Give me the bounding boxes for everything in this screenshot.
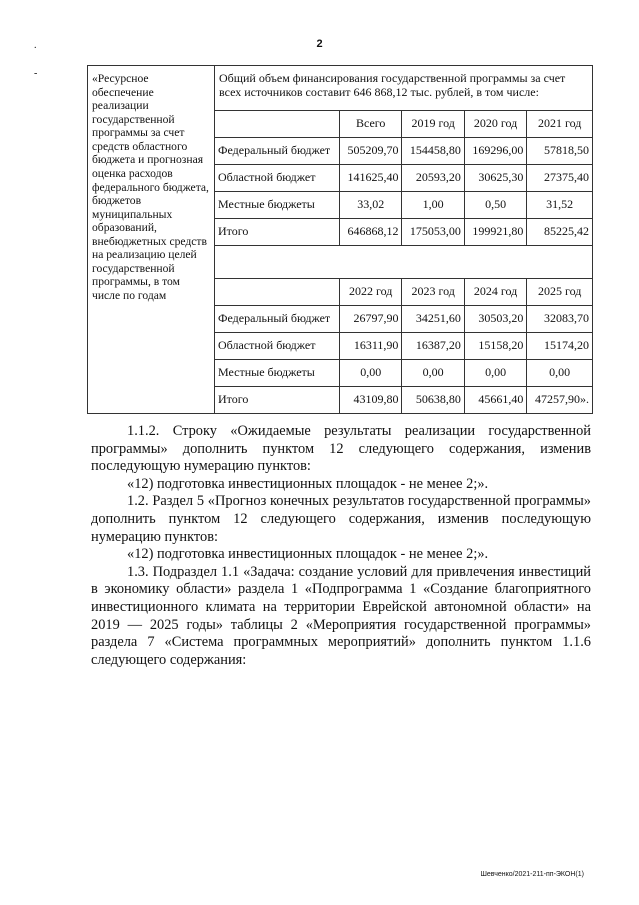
table-spacer-row bbox=[215, 245, 592, 278]
paragraph: 1.2. Раздел 5 «Прогноз конечных результатов государственной программы» дополнить пунктом 12 следующего содержания, изменив последующую нумерацию пунктов: bbox=[91, 493, 591, 545]
table-cell: 85225,42 bbox=[527, 218, 592, 245]
table-cell-empty bbox=[215, 278, 340, 305]
table-cell: 15174,20 bbox=[527, 332, 592, 359]
page-number: 2 bbox=[316, 38, 323, 50]
table-row bbox=[215, 164, 592, 191]
table-cell: 16387,20 bbox=[402, 332, 464, 359]
table-cell: 0,50 bbox=[464, 191, 526, 218]
table-cell: 32083,70 bbox=[527, 305, 592, 332]
table-cell: 1,00 bbox=[402, 191, 464, 218]
table-row bbox=[215, 218, 592, 245]
document-body bbox=[91, 423, 591, 669]
table-row bbox=[215, 305, 592, 332]
table-cell: 0,00 bbox=[402, 359, 464, 386]
table-row bbox=[215, 386, 592, 413]
table-header-row bbox=[215, 110, 592, 137]
table-cell: 0,00 bbox=[527, 359, 592, 386]
table-header-cell: 2019 год bbox=[402, 110, 464, 137]
table-row-label: Итого bbox=[215, 218, 340, 245]
paragraph: «12) подготовка инвестиционных площадок - не менее 2;». bbox=[127, 546, 489, 563]
table-cell: 33,02 bbox=[340, 191, 402, 218]
margin-mark: . bbox=[34, 40, 37, 51]
table-cell: 30625,30 bbox=[464, 164, 526, 191]
table-row-label: Местные бюджеты bbox=[215, 191, 340, 218]
funding-table-left-label: «Ресурсное обеспечение реализации государственной программы за счет средств областного бюджета и прогнозная оценка расходов федерального бюджета, бюджетов муниципальных образований, внебюджетных средств на реализацию целей государственной программы, в том числе по годам bbox=[88, 66, 215, 414]
table-cell: 43109,80 bbox=[340, 386, 402, 413]
table-header-cell: 2025 год bbox=[527, 278, 592, 305]
table-header-cell: 2022 год bbox=[340, 278, 402, 305]
funding-table-content bbox=[215, 66, 593, 414]
table-row-label: Местные бюджеты bbox=[215, 359, 340, 386]
table-cell: 0,00 bbox=[464, 359, 526, 386]
table-cell: 26797,90 bbox=[340, 305, 402, 332]
table-cell: 646868,12 bbox=[340, 218, 402, 245]
table-cell: 154458,80 bbox=[402, 137, 464, 164]
table-cell: 169296,00 bbox=[464, 137, 526, 164]
table-cell-empty bbox=[215, 245, 592, 278]
footer-reference: Шевченко/2021-211-пп-ЭКОН(1) bbox=[480, 871, 584, 878]
table-cell: 0,00 bbox=[340, 359, 402, 386]
table-row-label: Областной бюджет bbox=[215, 164, 340, 191]
funding-table bbox=[87, 65, 593, 414]
table-row-label: Итого bbox=[215, 386, 340, 413]
table-cell: 15158,20 bbox=[464, 332, 526, 359]
table-cell: 175053,00 bbox=[402, 218, 464, 245]
funding-total-text: Общий объем финансирования государственной программы за счет всех источников составит 646 868,12 тыс. рублей, в том числе: bbox=[215, 66, 592, 110]
table-cell: 45661,40 bbox=[464, 386, 526, 413]
table-cell: 50638,80 bbox=[402, 386, 464, 413]
table-cell: 505209,70 bbox=[340, 137, 402, 164]
table-row bbox=[215, 359, 592, 386]
table-cell: 47257,90». bbox=[527, 386, 592, 413]
table-row-label: Федеральный бюджет bbox=[215, 137, 340, 164]
margin-mark: - bbox=[34, 68, 38, 79]
table-cell: 27375,40 bbox=[527, 164, 592, 191]
table-cell: 20593,20 bbox=[402, 164, 464, 191]
paragraph: 1.1.2. Строку «Ожидаемые результаты реализации государственной программы» дополнить пунктом 12 следующего содержания, изменив последующую нумерацию пунктов: bbox=[91, 423, 591, 475]
table-cell: 16311,90 bbox=[340, 332, 402, 359]
table-row-label: Федеральный бюджет bbox=[215, 305, 340, 332]
paragraph: 1.3. Подраздел 1.1 «Задача: создание условий для привлечения инвестиций в экономику области» раздела 1 «Подпрограмма 1 «Создание благоприятного инвестиционного климата на территории Еврейской автономной области» на 2019 — 2025 годы» таблицы 2 «Мероприятия государственной программы» раздела 7 «Система программных мероприятий» дополнить пунктом 1.1.6 следующего содержания: bbox=[91, 563, 591, 668]
table-header-cell: 2023 год bbox=[402, 278, 464, 305]
table-cell: 30503,20 bbox=[464, 305, 526, 332]
table-row bbox=[215, 332, 592, 359]
table-cell: 57818,50 bbox=[527, 137, 592, 164]
paragraph: «12) подготовка инвестиционных площадок - не менее 2;». bbox=[127, 475, 489, 492]
funding-inner-table bbox=[215, 66, 592, 413]
table-cell: 199921,80 bbox=[464, 218, 526, 245]
table-row bbox=[215, 191, 592, 218]
table-cell: 31,52 bbox=[527, 191, 592, 218]
table-header-cell: 2021 год bbox=[527, 110, 592, 137]
table-row-label: Областной бюджет bbox=[215, 332, 340, 359]
table-header-cell: Всего bbox=[340, 110, 402, 137]
table-cell: 34251,60 bbox=[402, 305, 464, 332]
table-header-cell: 2024 год bbox=[464, 278, 526, 305]
table-header-row bbox=[215, 278, 592, 305]
table-header-cell: 2020 год bbox=[464, 110, 526, 137]
table-cell-empty bbox=[215, 110, 340, 137]
table-cell: 141625,40 bbox=[340, 164, 402, 191]
table-row bbox=[215, 137, 592, 164]
